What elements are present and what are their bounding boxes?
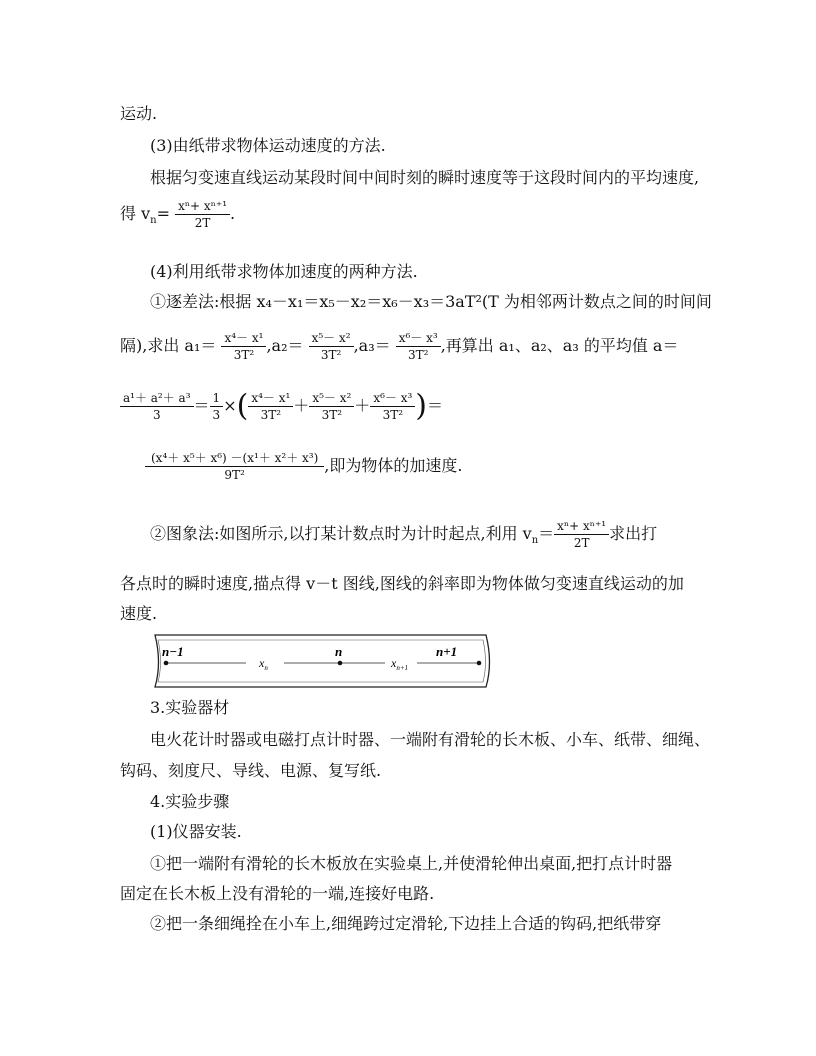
text-segment: ,再算出 a₁、a₂、a₃ 的平均值 a＝ bbox=[440, 336, 679, 355]
fraction-denominator: 3T² bbox=[407, 348, 429, 362]
paper-tape-figure bbox=[150, 630, 495, 692]
text-segment: 求出打 bbox=[609, 524, 658, 543]
fraction-denominator: 3T² bbox=[382, 408, 404, 422]
velocity-fraction bbox=[554, 518, 609, 551]
text-line-1: 运动. bbox=[120, 104, 158, 123]
text-segment: ,即为物体的加速度. bbox=[324, 456, 463, 475]
text-line-9 bbox=[145, 450, 462, 483]
a3-fraction bbox=[396, 330, 441, 363]
equals: ＝ bbox=[538, 524, 555, 543]
fraction-numerator: x⁴－ x¹ bbox=[224, 331, 264, 345]
label-n-plus-1: n+1 bbox=[436, 644, 458, 659]
text-line-7 bbox=[120, 330, 678, 363]
plus-sign: ＋ bbox=[354, 396, 371, 415]
fraction-numerator: 1 bbox=[212, 391, 221, 405]
average-fraction bbox=[120, 390, 194, 423]
text-line-14: 电火花计时器或电磁打点计时器、一端附有滑轮的长木板、小车、纸带、细绳、 bbox=[150, 730, 711, 749]
fraction-denominator: 3T² bbox=[260, 408, 282, 422]
text-segment: ,a₂＝ bbox=[266, 336, 304, 355]
text-line-20: ②把一条细绳拴在小车上,细绳跨过定滑轮,下边挂上合适的钩码,把纸带穿 bbox=[150, 914, 662, 933]
tape-point-left bbox=[164, 661, 169, 666]
text-line-2: (3)由纸带求物体运动速度的方法. bbox=[150, 136, 386, 155]
v-n-sub: n bbox=[150, 215, 157, 227]
fraction-numerator: x⁶－ x³ bbox=[398, 331, 438, 345]
fraction-numerator: xⁿ+ xⁿ⁺¹ bbox=[557, 519, 607, 533]
term-2-fraction bbox=[309, 390, 354, 423]
text-segment: ②图象法:如图所示,以打某计数点时为计时起点,利用 v bbox=[150, 524, 532, 543]
equals: ＝ bbox=[193, 396, 210, 415]
fraction-denominator: 9T² bbox=[224, 468, 245, 482]
fraction-denominator: 3 bbox=[152, 408, 161, 422]
a1-fraction bbox=[221, 330, 266, 363]
fraction-denominator: 3 bbox=[212, 408, 221, 422]
fraction-denominator: 2T bbox=[194, 216, 211, 230]
text-line-11: 各点时的瞬时速度,描点得 v－t 图线,图线的斜率即为物体做匀变速直线运动的加 bbox=[120, 574, 684, 593]
label-n: n bbox=[335, 644, 343, 659]
fraction-numerator: x⁵－ x² bbox=[311, 331, 351, 345]
acceleration-fraction bbox=[145, 450, 324, 483]
fraction-numerator: a¹＋ a²＋ a³ bbox=[123, 391, 191, 405]
times-sign: × bbox=[223, 396, 237, 415]
segment-x-n: $x_n$ bbox=[259, 656, 268, 672]
a2-fraction bbox=[309, 330, 354, 363]
fraction-numerator: x⁶－ x³ bbox=[373, 391, 413, 405]
fraction-denominator: 3T² bbox=[321, 408, 343, 422]
equals: = bbox=[156, 204, 170, 223]
fraction-denominator: 2T bbox=[573, 536, 590, 550]
text-line-12: 速度. bbox=[120, 604, 158, 623]
text-line-10 bbox=[150, 518, 657, 551]
fraction-denominator: 3T² bbox=[233, 348, 255, 362]
text-line-19: 固定在长木板上没有滑轮的一端,连接好电路. bbox=[120, 884, 435, 903]
fraction-denominator: 3T² bbox=[320, 348, 342, 362]
text-line-3: 根据匀变速直线运动某段时间中间时刻的瞬时速度等于这段时间内的平均速度, bbox=[150, 168, 700, 187]
tape-point-right bbox=[477, 661, 482, 666]
fraction-numerator: (x⁴＋ x⁵＋ x⁶) －(x¹＋ x²＋ x³) bbox=[151, 451, 319, 465]
equals: ＝ bbox=[427, 396, 444, 415]
v-n-label: 得 v bbox=[120, 204, 151, 223]
text-line-4 bbox=[120, 198, 235, 231]
plus-sign: ＋ bbox=[293, 396, 310, 415]
label-n-minus-1: n−1 bbox=[162, 644, 184, 659]
term-1-fraction bbox=[248, 390, 293, 423]
text-line-17: (1)仪器安装. bbox=[150, 822, 242, 841]
text-line-15: 钩码、刻度尺、导线、电源、复写纸. bbox=[120, 761, 382, 780]
fraction-numerator: x⁴－ x¹ bbox=[251, 391, 291, 405]
term-3-fraction bbox=[370, 390, 415, 423]
text-line-6: ①逐差法:根据 x₄－x₁＝x₅－x₂＝x₆－x₃＝3aT²(T 为相邻两计数点之间的时间间 bbox=[150, 292, 712, 311]
fraction-numerator: xⁿ+ xⁿ⁺¹ bbox=[178, 199, 228, 213]
one-third-fraction bbox=[210, 390, 224, 423]
text-line-18: ①把一端附有滑轮的长木板放在实验桌上,并使滑轮伸出桌面,把打点计时器 bbox=[150, 854, 673, 873]
text-segment: 隔),求出 a₁＝ bbox=[120, 336, 217, 355]
fraction-numerator: x⁵－ x² bbox=[312, 391, 352, 405]
tape-point-mid bbox=[338, 661, 343, 666]
segment-x-n-plus-1: $x_{n+1}$ bbox=[391, 656, 409, 672]
section-heading-materials: 3.实验器材 bbox=[150, 698, 230, 717]
period: . bbox=[230, 204, 236, 223]
section-heading-steps: 4.实验步骤 bbox=[150, 792, 230, 811]
text-segment: ,a₃＝ bbox=[353, 336, 391, 355]
text-line-5: (4)利用纸带求物体加速度的两种方法. bbox=[150, 262, 418, 281]
v-n-sub: n bbox=[531, 535, 539, 547]
text-line-8 bbox=[120, 390, 443, 423]
left-paren: ( bbox=[236, 388, 249, 424]
velocity-fraction bbox=[175, 198, 230, 231]
right-paren: ) bbox=[415, 388, 428, 424]
